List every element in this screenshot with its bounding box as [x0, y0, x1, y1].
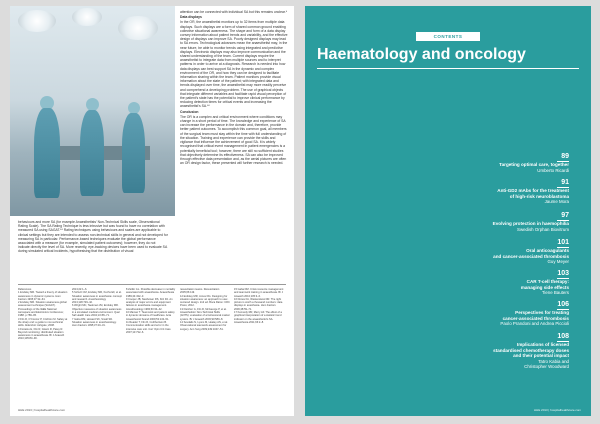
toc-entry[interactable] [409, 332, 569, 370]
body-text: In the OR, the anaesthetist monitors up to 32 items from multiple data displays. Such displays are a form of shared common ground enabling collective situational awareness. The shape and form of a data display convey information about patient trends and variability, and the effective design of displays can improve SA. Poorly designed displays may lead to SA errors. Technological advances mean the anaesthetist may, in the near future, be able to monitor trends using integrated and predictive displays. Electronic displays may also improve communication and the shared understanding of the team. Current displays require the anaesthetist to integrate data from multiple sources and to interpret patterns in order to arrive at a diagnosis. Research is needed into how data displays can best support SA in the dynamic and complex environment of the OR, and how they can be designed to facilitate information sharing within the team. Patient monitors provide visual information about the state of the patient; with integrated data and trends displayed over time, the anaesthetist may more readily perceive and comprehend a developing problem. The use of graphical objects that integrate different variables and facilitate rapid visual perception of the patient’s state has the potential to improve clinical performance by reducing detection times for critical events and increasing the anaesthetist’s SA.** [180, 20, 288, 109]
toc-author: Jaume Mora [544, 199, 569, 205]
toc-title: CAR T-cell therapy: managing side effects [520, 279, 569, 290]
contents-page [305, 6, 591, 416]
toc-page-number: 91 [557, 178, 569, 188]
body-text: behaviours and more SA (for example Anaesthetists’ Non-Technical Skills scale, Observational Rating Scale). The SA Rating Technique is less intrusive but was found to have no correlation with measured SA using SAGAT.** Rating techniques using behaviours and scales are applicable to clinical settings but they are intended to assess non-technical skills in general and not developed for measuring SA in particular. Performance-based techniques evaluate the global performance associated with a measure (for example, simulated patient outcomes); however, they do not indicate directly the level of SA. More recently, eye-tracking devices have been used to evaluate SA during simulated critical incidents, hypothesising that the distribution of visual [18, 220, 168, 254]
surgeon-figure [122, 113, 145, 193]
surgeon-figure [34, 108, 60, 198]
toc-entry[interactable] [409, 178, 569, 205]
references-column: 8 Zeitlin GL. Possible decrease in mortality associated with anaesthesia. Anaesthesia 1989;44:432–3. 9 Cooper JB, Newbower RS, Kitz RJ. An analysis of major errors and equipment failures in anesthesia management. Anesthesiology 1984;60:34–42. 10 Manser T. Teamwork and patient safety in dynamic domains of healthcare. Acta Anaesthesiol Scand 2009;53:143–51. 11 Reader T, Flin R, Cuthbertson B. Communication skills and error in the intensive care unit. Curr Opin Crit Care 2007;13:732–6. [126, 288, 176, 334]
toc-author: Tatro Kabia and Christopher Woodward [524, 358, 569, 370]
section-heading: Conclusion [180, 109, 199, 114]
toc-entry[interactable] [409, 211, 569, 232]
toc-author: Guy Meyer [547, 259, 569, 265]
references-column: resuscitation teams. Resuscitation 2005;66:119. 12 Endsley MR, Jones DG. Designing for situation awareness: an approach to user-centered design. 2nd ed. Boca Raton: CRC Press; 2012. 13 Fletcher G, Flin R, McGeorge P, et al. Anaesthetists’ Non-Technical Skills (ANTS): evaluation of a behavioural marker system. Br J Anaesth 2003;90:580–8. 14 Sevdalis N, Lyons M, Healey AN, et al. Observational teamwork assessment for surgery. Ann Surg 2009;249:1047–51. [180, 288, 230, 331]
body-column-2 [180, 10, 288, 166]
surgical-lamp-icon [72, 8, 102, 26]
toc-title: Targeting optimal care, together [499, 162, 569, 167]
toc-entry[interactable] [409, 269, 569, 296]
toc-page-number: 89 [557, 152, 569, 162]
page-footer: HHE 2013 | hospitalhealthcare.com [533, 408, 581, 412]
toc-page-number: 97 [557, 211, 569, 221]
toc-title: Anti-GD2 mAbs for the treatment of high-risk neuroblastoma [497, 188, 569, 199]
references-column: References 1 Endsley MR. Toward a theory of situation awareness in dynamic systems. Hum Factors 1995;37:32–64. 2 Endsley MR. Situation awareness global assessment technique (SAGAT). Proceedings of the IEEE National Aerospace and Electronics Conference; 1988. p.789–95. 3 Flin R, O’Connor P, Crichton M. Safety at the sharp end: a guide to non-technical skills. Aldershot: Ashgate; 2008. 4 Fioratou E, Flin R, Glavin R, Patey R. Beyond monitoring: distributed situation awareness in anaesthesia. Br J Anaesth 2010;105:83–90. [18, 288, 68, 341]
title-rule [317, 68, 579, 69]
toc-author: Umberto Ricardi [537, 167, 569, 173]
toc-entry[interactable] [409, 152, 569, 173]
page-title: Haematology and oncology [317, 46, 526, 63]
section-heading: Data displays [180, 15, 202, 20]
toc-title: Oral anticoagulants and cancer-associated thrombosis [493, 248, 569, 259]
surgical-lamp-icon [18, 10, 56, 32]
body-column-1 [18, 220, 168, 255]
references-column: 15 Gaba DM. Crisis resource management and teamwork training in anaesthesia. Br J Anaesth 2010;105:3–6. 16 Drews FA, Westenskow DR. The right picture is worth a thousand numbers: data displays in anesthesia. Hum Factors 2006;48:59–71. 17 Kennedy RR, Merry AF. The effect of a graphical interpretation of a statistic trend indicator on the anaesthetist’s SA. Anaesthesia 2011;66:2–8. [234, 288, 284, 324]
page-footer: HHE 2013 | hospitalhealthcare.com [18, 408, 66, 412]
contents-tag: CONTENTS [416, 32, 480, 41]
toc-title: Perspectives for treating cancer-associated thrombosis [502, 310, 569, 321]
body-text: attention can be connected with individual SA but this remains unclear.* [180, 10, 288, 14]
article-page [10, 6, 294, 416]
toc-author: Swedish Orphan Biovitrum [517, 226, 569, 232]
toc-page-number: 103 [557, 270, 569, 277]
body-text: The OR is a complex and critical environment where conditions may change in a short period of time. The knowledge and experience of SA can increase the performance in the domain and, therefore, provide better patient outcomes. To accomplish this common goal, all members of the surgical team must stay within the time with full understanding of the situation. Training and experience can provide the skills and vigilance that influence the achievement of good SA. It is widely recognised that critical event management in patient emergencies is a potentially beneficial tool; however, there are still no sufficient studies that objectively determine its effectiveness. SA can also be improved through effective data presentation and, as the aerial pictures are often an OR design factor, these presented will further research is needed. [180, 114, 287, 166]
surgical-lamp-icon [118, 16, 158, 40]
surgeon-figure [80, 110, 104, 196]
toc-author: Tiene Bauters [541, 290, 569, 296]
operating-room-photo [10, 6, 175, 216]
references-column: 2013;22:1–6. 5 Schulz CM, Endsley MR, Kochs EF, et al. Situation awareness in anesthesia: concept and research. Anesthesiology 2013;118:729–42. 6 Wright MC, Taekman JM, Endsley MR. Objective measures of situation awareness in a simulated medical environment. Qual Saf Health Care 2004;13:i65–71. 7 Gaba DM, Howard SK, Small SD. Situation awareness in anesthesiology. Hum Factors 1995;37:20–31. [72, 288, 122, 328]
toc-title: Evolving protection in haemophilia [492, 221, 569, 226]
toc-page-number: 101 [557, 239, 569, 246]
toc-page-number: 108 [557, 333, 569, 340]
references-divider [18, 284, 286, 285]
toc-author: Paolo Prandoni and Andrea Piccioli [500, 321, 569, 327]
toc-entry[interactable] [409, 300, 569, 327]
toc-title: Implications of licensed standardised chemotherapy doses and their potential impact [493, 342, 569, 359]
toc-entry[interactable] [409, 238, 569, 265]
toc-page-number: 106 [557, 301, 569, 308]
